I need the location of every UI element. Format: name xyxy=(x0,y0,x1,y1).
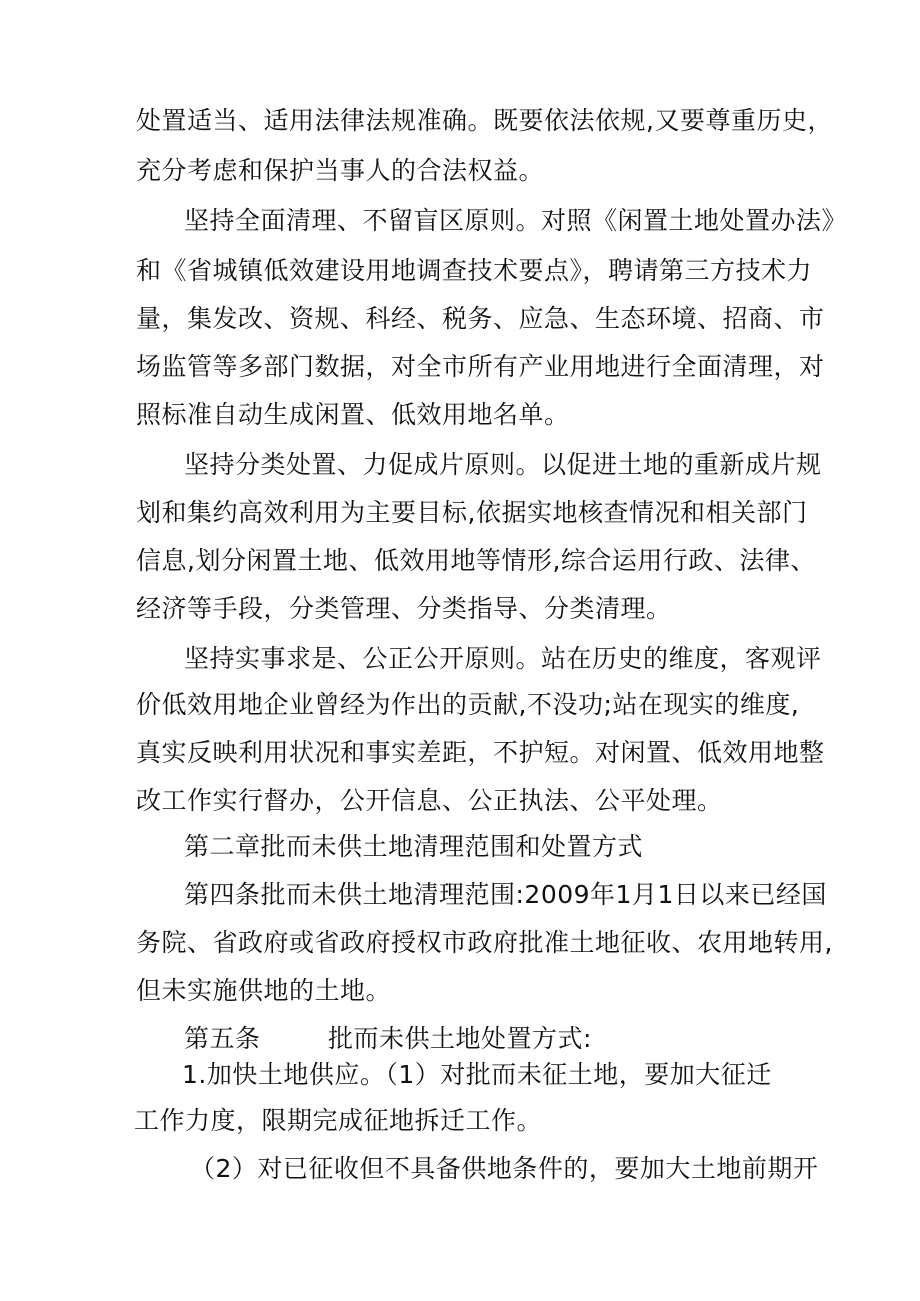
paragraph-2-line-3: 量，集发改、资规、科经、税务、应急、生态环境、招商、市 xyxy=(136,304,825,333)
paragraph-4-line-1: 坚持实事求是、公正公开原则。站在历史的维度，客观评 xyxy=(184,644,822,673)
article-5-title: 第五条 xyxy=(184,1024,261,1053)
paragraph-1-line-2: 充分考虑和保护当事人的合法权益。 xyxy=(136,156,545,185)
article-5-item-1-line-2: 工作力度，限期完成征地拆迁工作。 xyxy=(134,1106,543,1135)
paragraph-2-line-4: 场监管等多部门数据，对全市所有产业用地进行全面清理，对 xyxy=(136,352,825,381)
paragraph-4-line-3: 真实反映利用状况和事实差距，不护短。对闲置、低效用地整 xyxy=(136,738,825,767)
article-5-subtitle: 批而未供土地处置方式: xyxy=(328,1024,592,1053)
paragraph-1-line-1: 处置适当、适用法律法规准确。既要依法依规,又要尊重历史， xyxy=(136,106,833,135)
paragraph-2-line-2: 和《省城镇低效建设用地调查技术要点》，聘请第三方技术力 xyxy=(136,256,813,285)
article-5-item-1-line-1: 1.加快土地供应。（1）对批而未征土地，要加大征迁 xyxy=(182,1060,772,1089)
article-4-line-1: 第四条批而未供土地清理范围:2009年1月1日以来已经国 xyxy=(184,880,827,909)
paragraph-2-line-5: 照标准自动生成闲置、低效用地名单。 xyxy=(136,400,570,429)
paragraph-3-line-3: 信息,划分闲置土地、低效用地等情形,综合运用行政、法律、 xyxy=(136,546,816,575)
article-4-line-3: 但未实施供地的土地。 xyxy=(136,976,392,1005)
paragraph-4-line-4: 改工作实行督办，公开信息、公正执法、公平处理。 xyxy=(136,786,723,815)
paragraph-4-line-2: 价低效用地企业曾经为作出的贡献,不没功;站在现实的维度, xyxy=(136,690,800,719)
article-5-item-2-line-1: （2）对已征收但不具备供地条件的，要加大土地前期开 xyxy=(190,1154,819,1183)
paragraph-3-line-4: 经济等手段，分类管理、分类指导、分类清理。 xyxy=(136,594,672,623)
article-4-line-2: 务院、省政府或省政府授权市政府批准土地征收、农用地转用, xyxy=(136,928,833,957)
paragraph-3-line-2: 划和集约高效利用为主要目标,依据实地核查情况和相关部门 xyxy=(136,498,808,527)
chapter-2-heading: 第二章批而未供土地清理范围和处置方式 xyxy=(184,832,644,861)
paragraph-3-line-1: 坚持分类处置、力促成片原则。以促进土地的重新成片规 xyxy=(184,450,822,479)
paragraph-2-line-1: 坚持全面清理、不留盲区原则。对照《闲置土地处置办法》 xyxy=(184,206,848,235)
